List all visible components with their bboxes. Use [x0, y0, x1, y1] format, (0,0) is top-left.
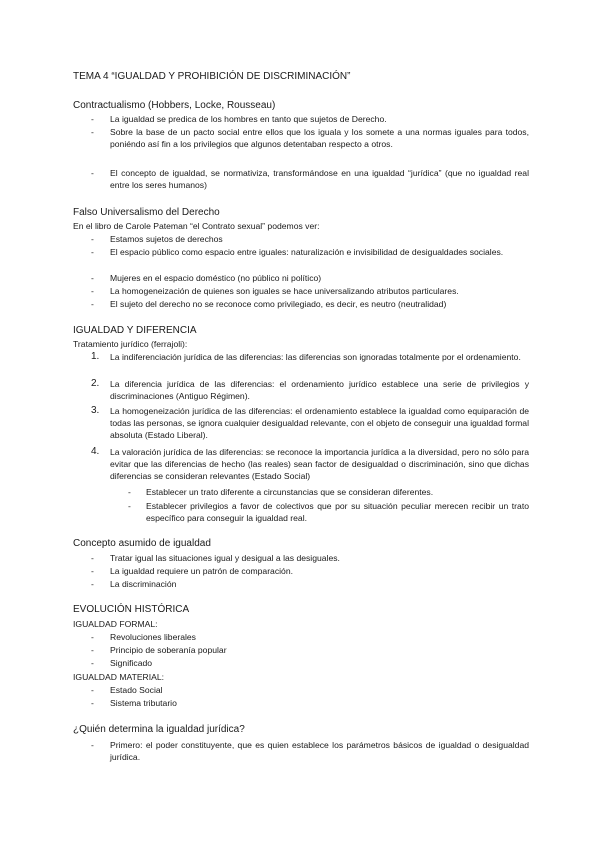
list-item: La igualdad requiere un patrón de comparación. — [110, 566, 293, 576]
section-heading-concepto-igualdad: Concepto asumido de igualdad — [73, 538, 211, 549]
list-item: El sujeto del derecho no se reconoce como privilegiado, es decir, es neutro (neutralidad) — [110, 299, 447, 309]
list-bullet: - — [91, 234, 94, 244]
sublist-bullet: - — [128, 501, 131, 511]
list-item: Principio de soberanía popular — [110, 645, 227, 655]
list-bullet: - — [91, 553, 94, 563]
list-item: Estado Social — [110, 685, 163, 695]
list-number: 2. — [91, 378, 100, 389]
list-bullet: - — [91, 579, 94, 589]
section-heading-quien-determina: ¿Quién determina la igualdad jurídica? — [73, 724, 245, 735]
section-heading-contractualismo: Contractualismo (Hobbers, Locke, Rousseau) — [73, 100, 276, 111]
list-item: Primero: el poder constituyente, que es quien establece los parámetros básicos de igualdad o desigualdad jurídica. — [110, 740, 529, 762]
list-bullet: - — [91, 632, 94, 642]
list-item: Significado — [110, 658, 153, 668]
list-item: Mujeres en el espacio doméstico (no público ni político) — [110, 273, 322, 283]
list-bullet: - — [91, 247, 94, 257]
sublist-bullet: - — [128, 487, 131, 497]
subheading-igualdad-formal: IGUALDAD FORMAL: — [73, 619, 158, 629]
section-intro: Tratamiento jurídico (ferrajoli): — [73, 339, 188, 349]
list-item: El espacio público como espacio entre iguales: naturalización e invisibilidad de desigualdades sociales. — [110, 247, 504, 257]
list-item: Revoluciones liberales — [110, 632, 196, 642]
list-bullet: - — [91, 299, 94, 309]
section-heading-igualdad-diferencia: IGUALDAD Y DIFERENCIA — [73, 325, 197, 336]
list-bullet: - — [91, 273, 94, 283]
list-item: La igualdad se predica de los hombres en tanto que sujetos de Derecho. — [110, 114, 387, 124]
list-bullet: - — [91, 740, 94, 750]
list-number: 1. — [91, 351, 100, 362]
sublist-item: Establecer privilegios a favor de colectivos que por su situación peculiar merecen recibir un trato específico para conseguir la igualdad real. — [146, 501, 529, 523]
numbered-item: La homogeneización jurídica de las diferencias: el ordenamiento establece la igualdad como equiparación de todas las personas, se ignora cualquier desigualdad relevante, con el objeto de conseguir una igualdad formal absoluta (Estado Liberal). — [110, 406, 529, 440]
list-item: Tratar igual las situaciones igual y desigual a las desiguales. — [110, 553, 340, 563]
section-heading-evolucion-historica: EVOLUCIÓN HISTÓRICA — [73, 604, 190, 615]
list-bullet: - — [91, 168, 94, 178]
list-item: Estamos sujetos de derechos — [110, 234, 223, 244]
list-bullet: - — [91, 286, 94, 296]
list-bullet: - — [91, 127, 94, 137]
document-title: TEMA 4 “IGUALDAD Y PROHIBICIÓN DE DISCRIMINACIÓN” — [73, 71, 351, 82]
list-bullet: - — [91, 658, 94, 668]
section-intro: En el libro de Carole Pateman “el Contrato sexual” podemos ver: — [73, 221, 320, 231]
subheading-igualdad-material: IGUALDAD MATERIAL: — [73, 672, 165, 682]
list-number: 3. — [91, 405, 100, 416]
list-number: 4. — [91, 446, 100, 457]
list-item: El concepto de igualdad, se normativiza, transformándose en una igualdad “jurídica” (que no igualdad real entre los seres humanos) — [110, 168, 529, 190]
numbered-item: La indiferenciación jurídica de las diferencias: las diferencias son ignoradas totalmente por el ordenamiento. — [110, 352, 521, 362]
list-bullet: - — [91, 566, 94, 576]
list-bullet: - — [91, 114, 94, 124]
numbered-item: La diferencia jurídica de las diferencias: el ordenamiento jurídico establece una serie de privilegios y discriminaciones (Antiguo Régimen). — [110, 379, 529, 401]
list-item: La discriminación — [110, 579, 177, 589]
list-item: Sobre la base de un pacto social entre ellos que los iguala y los somete a una normas iguales para todos, poniéndo así fin a los privilegios que algunos detentaban respecto a otros. — [110, 127, 529, 149]
list-bullet: - — [91, 645, 94, 655]
list-bullet: - — [91, 698, 94, 708]
sublist-item: Establecer un trato diferente a circunstancias que se consideran diferentes. — [146, 487, 434, 497]
list-bullet: - — [91, 685, 94, 695]
list-item: La homogeneización de quienes son iguales se hace universalizando atributos particulares. — [110, 286, 459, 296]
list-item: Sistema tributario — [110, 698, 177, 708]
numbered-item: La valoración jurídica de las diferencias: se reconoce la importancia jurídica a la diversidad, pero no sólo para evitar que las diferencias de hecho (las reales) sean factor de desigualdad o discriminación, sino que dichas diferencias se consideran relevantes (Estado Social) — [110, 447, 529, 481]
section-heading-falso-universalismo: Falso Universalismo del Derecho — [73, 207, 220, 218]
